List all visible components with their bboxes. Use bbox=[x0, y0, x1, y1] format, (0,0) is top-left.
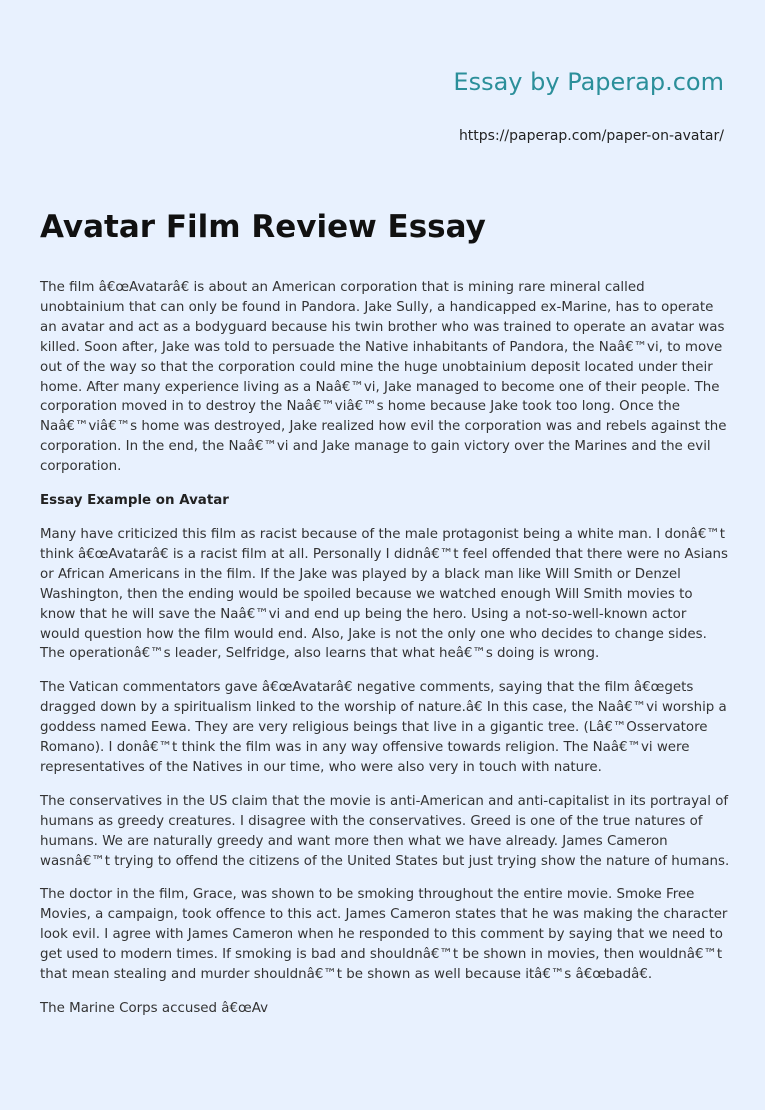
paragraph-1: The film â€œAvatarâ€ is about an American corporation that is mining rare mineral called unobtainium that can only be found in Pandora. Jake Sully, a handicapped ex-Marine, has to operate an avatar and act as a bodyguard because his twin brother who was trained to operate an avatar was killed. Soon after, Jake was told to persuade the Native inhabitants of Pandora, the Naâ€™vi, to move out of the way so that the corporation could mine the huge unobtainium deposit located under their home. After many experience living as a Naâ€™vi, Jake managed to become one of their people. The corporation moved in to destroy the Naâ€™viâ€™s home because Jake took too long. Once the Naâ€™viâ€™s home was destroyed, Jake realized how evil the corporation was and rebels against the corporation. In the end, the Naâ€™vi and Jake manage to gain victory over the Marines and the evil corporation. bbox=[40, 280, 727, 475]
source-url[interactable]: https://paperap.com/paper-on-avatar/ bbox=[458, 128, 724, 144]
paragraph-6: The Marine Corps accused â€œAv bbox=[40, 1001, 269, 1016]
paragraph-2: Many have criticized this film as racist because of the male protagonist being a white man. I donâ€™t think â€œAvatarâ€ is a racist film at all. Personally I didnâ€™t feel offended that there were no Asians or African Americans in the film. If the Jake was played by a black man like Will Smith or Denzel Washington, then the ending would be spoiled because we watched enough Will Smith movies to know that he will save the Naâ€™vi and end up being the hero. Using a not-so-well-known actor would question how the film would end. Also, Jake is not the only one who decides to change sides. The operationâ€™s leader, Selfridge, also learns that what heâ€™s doing is wrong. bbox=[40, 526, 729, 662]
paragraph-4: The conservatives in the US claim that the movie is anti-American and anti-capitalist in its portrayal of humans as greedy creatures. I disagree with the conservatives. Greed is one of the true natures of humans. We are naturally greedy and want more then what we have already. James Cameron wasnâ€™t trying to offend the citizens of the United States but just trying show the nature of humans. bbox=[40, 793, 730, 869]
essay-body bbox=[40, 278, 730, 1033]
paragraph-5: The doctor in the film, Grace, was shown to be smoking throughout the entire movie. Smoke Free Movies, a campaign, took offence to this act. James Cameron states that he was making the character look evil. I agree with James Cameron when he responded to this comment by saying that we need to get used to modern times. If smoking is bad and shouldnâ€™t be shown in movies, then wouldnâ€™t that mean stealing and murder shouldnâ€™t be shown as well because itâ€™s â€œbadâ€. bbox=[40, 887, 728, 983]
section-subheading: Essay Example on Avatar bbox=[40, 493, 229, 509]
site-brand[interactable]: Essay by Paperap.com bbox=[453, 68, 724, 96]
paragraph-3: The Vatican commentators gave â€œAvatarâ€ negative comments, saying that the film â€œgets dragged down by a spiritualism linked to the worship of nature.â€ In this case, the Naâ€™vi worship a goddess named Eewa. They are very religious beings that live in a gigantic tree. (Lâ€™Osservatore Romano). I donâ€™t think the film was in any way offensive towards religion. The Naâ€™vi were representatives of the Natives in our time, who were also very in touch with nature. bbox=[40, 680, 727, 775]
page-title: Avatar Film Review Essay bbox=[40, 209, 486, 245]
